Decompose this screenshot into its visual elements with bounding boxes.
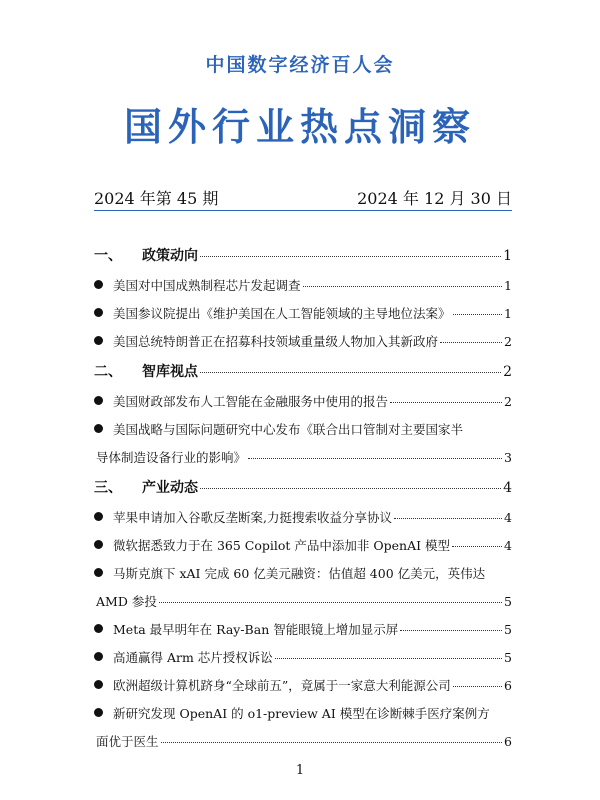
entry-title: 微软据悉致力于在 365 Copilot 产品中添加非 OpenAI 模型 bbox=[113, 538, 451, 553]
dot-leader bbox=[452, 546, 502, 547]
toc-section-heading[interactable] bbox=[94, 240, 512, 272]
page-ref: 4 bbox=[503, 480, 512, 496]
header-divider bbox=[94, 210, 512, 211]
dot-leader bbox=[394, 518, 502, 519]
page-ref: 1 bbox=[504, 278, 512, 293]
dot-leader bbox=[248, 458, 502, 459]
bullet-icon bbox=[94, 512, 103, 521]
page-ref: 6 bbox=[504, 678, 512, 693]
dot-leader bbox=[200, 372, 501, 373]
entry-title: 苹果申请加入谷歌反垄断案,力挺搜索收益分享协议 bbox=[113, 510, 392, 525]
entry-title: 欧洲超级计算机跻身“全球前五”，竟属于一家意大利能源公司 bbox=[113, 678, 451, 693]
entry-title: 高通赢得 Arm 芯片授权诉讼 bbox=[113, 650, 273, 665]
page-ref: 1 bbox=[503, 248, 512, 264]
toc-entry-continuation[interactable] bbox=[94, 444, 512, 472]
toc-section-heading[interactable] bbox=[94, 472, 512, 504]
dot-leader bbox=[440, 342, 502, 343]
bullet-icon bbox=[94, 680, 103, 689]
page-ref: 2 bbox=[504, 394, 512, 409]
entry-title: 马斯克旗下 xAI 完成 60 亿美元融资：估值超 400 亿美元，英伟达 bbox=[113, 566, 486, 581]
bullet-icon bbox=[94, 708, 103, 717]
bullet-icon bbox=[94, 652, 103, 661]
toc-entry[interactable] bbox=[94, 616, 512, 644]
page-ref: 2 bbox=[504, 334, 512, 349]
page-ref: 5 bbox=[504, 650, 512, 665]
bullet-icon bbox=[94, 336, 103, 345]
entry-title: AMD 参投 bbox=[96, 594, 157, 609]
page-ref: 2 bbox=[503, 364, 512, 380]
issue-date: 2024 年 12 月 30 日 bbox=[357, 189, 512, 208]
bullet-icon bbox=[94, 568, 103, 577]
toc-entry[interactable] bbox=[94, 328, 512, 356]
entry-title: 面优于医生 bbox=[96, 734, 159, 749]
page-ref: 3 bbox=[504, 450, 512, 465]
toc-entry[interactable] bbox=[94, 532, 512, 560]
section-number: 二、 bbox=[94, 364, 122, 380]
dot-leader bbox=[275, 658, 502, 659]
section-number: 三、 bbox=[94, 480, 122, 496]
bullet-icon bbox=[94, 396, 103, 405]
toc-entry[interactable] bbox=[94, 700, 512, 728]
toc-entry[interactable] bbox=[94, 272, 512, 300]
toc-entry[interactable] bbox=[94, 644, 512, 672]
report-title: 国外行业热点洞察 bbox=[123, 105, 476, 149]
dot-leader bbox=[390, 402, 502, 403]
toc-entry[interactable] bbox=[94, 388, 512, 416]
dot-leader bbox=[303, 286, 503, 287]
page-ref: 5 bbox=[504, 594, 512, 609]
issue-number: 2024 年第 45 期 bbox=[94, 189, 219, 208]
section-title: 智库视点 bbox=[142, 364, 198, 380]
page-ref: 1 bbox=[504, 306, 512, 321]
page-ref: 4 bbox=[504, 538, 512, 553]
dot-leader bbox=[159, 602, 502, 603]
entry-title: 美国财政部发布人工智能在金融服务中使用的报告 bbox=[113, 394, 389, 409]
bullet-icon bbox=[94, 280, 103, 289]
dot-leader bbox=[400, 630, 502, 631]
toc-entry[interactable] bbox=[94, 504, 512, 532]
dot-leader bbox=[453, 686, 502, 687]
page-ref: 4 bbox=[504, 510, 512, 525]
issue-info-row bbox=[94, 186, 512, 208]
entry-title: 美国总统特朗普正在招募科技领域重量级人物加入其新政府 bbox=[113, 334, 439, 349]
entry-title: Meta 最早明年在 Ray-Ban 智能眼镜上增加显示屏 bbox=[113, 622, 399, 637]
toc-section-heading[interactable] bbox=[94, 356, 512, 388]
dot-leader bbox=[200, 256, 501, 257]
entry-title: 新研究发现 OpenAI 的 o1-preview AI 模型在诊断棘手医疗案例方 bbox=[113, 706, 490, 721]
toc-entry[interactable] bbox=[94, 560, 512, 588]
bullet-icon bbox=[94, 624, 103, 633]
bullet-icon bbox=[94, 540, 103, 549]
dot-leader bbox=[200, 488, 501, 489]
section-title: 政策动向 bbox=[142, 248, 198, 264]
toc-entry[interactable] bbox=[94, 416, 512, 444]
section-title: 产业动态 bbox=[142, 480, 198, 496]
entry-title: 导体制造设备行业的影响》 bbox=[96, 450, 247, 465]
bullet-icon bbox=[94, 424, 103, 433]
organization-name: 中国数字经济百人会 bbox=[205, 54, 395, 76]
toc-entry-continuation[interactable] bbox=[94, 728, 512, 756]
entry-title: 美国参议院提出《维护美国在人工智能领域的主导地位法案》 bbox=[113, 306, 451, 321]
dot-leader bbox=[161, 742, 503, 743]
table-of-contents bbox=[94, 240, 512, 756]
toc-entry[interactable] bbox=[94, 300, 512, 328]
section-number: 一、 bbox=[94, 248, 122, 264]
page-ref: 6 bbox=[504, 734, 512, 749]
page-ref: 5 bbox=[504, 622, 512, 637]
bullet-icon bbox=[94, 308, 103, 317]
entry-title: 美国战略与国际问题研究中心发布《联合出口管制对主要国家半 bbox=[113, 422, 464, 437]
toc-entry[interactable] bbox=[94, 672, 512, 700]
toc-entry-continuation[interactable] bbox=[94, 588, 512, 616]
entry-title: 美国对中国成熟制程芯片发起调查 bbox=[113, 278, 301, 293]
page-number: 1 bbox=[295, 763, 305, 778]
dot-leader bbox=[453, 314, 503, 315]
